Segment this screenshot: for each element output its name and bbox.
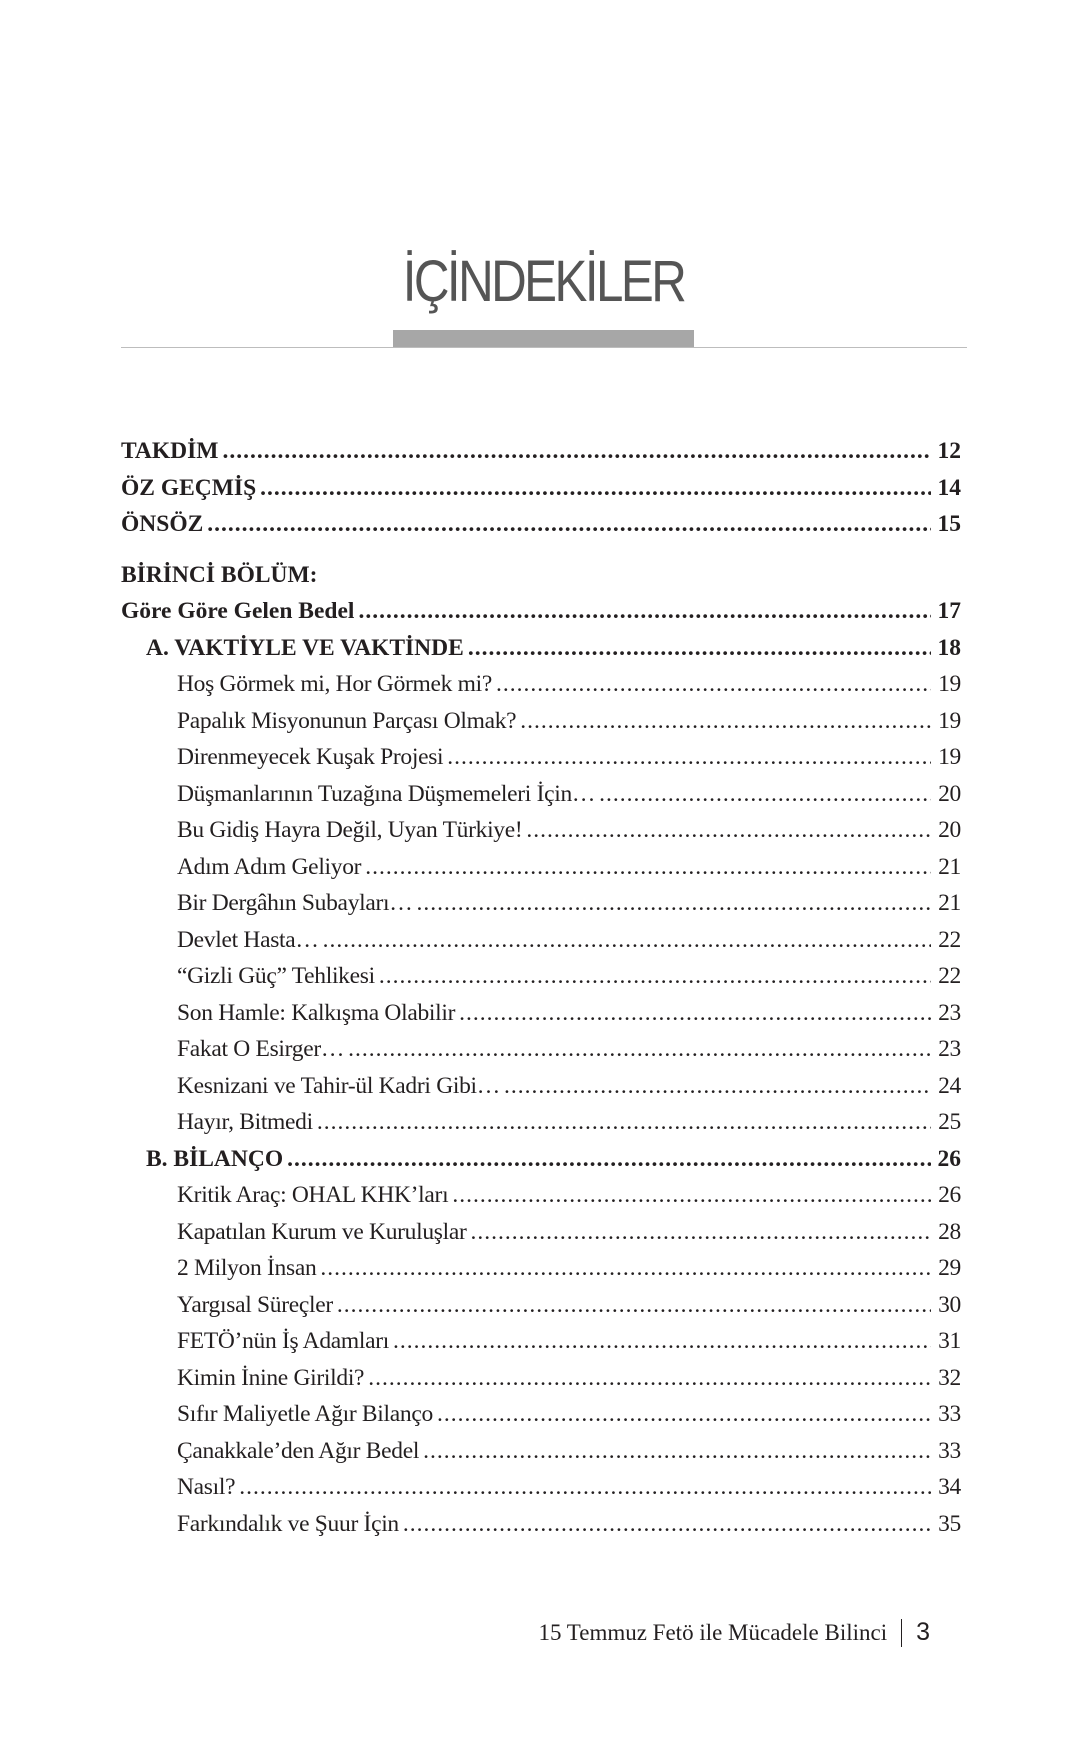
title-divider	[121, 347, 967, 348]
book-title: 15 Temmuz Fetö ile Mücadele Bilinci	[538, 1619, 888, 1645]
toc-entry[interactable]: Hoş Görmek mi, Hor Görmek mi? ..... 19	[121, 666, 961, 703]
table-of-contents	[121, 433, 961, 1542]
toc-entry[interactable]: Kapatılan Kurum ve Kuruluşlar ..... 28	[121, 1214, 961, 1251]
page-footer	[538, 1618, 930, 1647]
page-title: İÇİNDEKİLER	[402, 249, 685, 314]
toc-entry[interactable]: 2 Milyon İnsan ..... 29	[121, 1250, 961, 1287]
toc-entry[interactable]: Fakat O Esirger… ..... 23	[121, 1031, 961, 1068]
toc-entry[interactable]: Kritik Araç: OHAL KHK’ları ..... 26	[121, 1177, 961, 1214]
toc-entry-onsoz[interactable]: ÖNSÖZ ..... 15	[121, 506, 961, 543]
toc-entry-section-b[interactable]: B. BİLANÇO ..... 26	[121, 1141, 961, 1178]
footer-divider	[901, 1619, 902, 1647]
toc-entry[interactable]: Yargısal Süreçler ..... 30	[121, 1287, 961, 1324]
toc-entry[interactable]: Adım Adım Geliyor ..... 21	[121, 849, 961, 886]
toc-entry[interactable]: Bu Gidiş Hayra Değil, Uyan Türkiye! ..... 20	[121, 812, 961, 849]
toc-entry[interactable]: Son Hamle: Kalkışma Olabilir ..... 23	[121, 995, 961, 1032]
toc-entry[interactable]: Papalık Misyonunun Parçası Olmak? ..... 19	[121, 703, 961, 740]
toc-entry[interactable]: Kesnizani ve Tahir-ül Kadri Gibi… ..... 24	[121, 1068, 961, 1105]
toc-entry-oz-gecmis[interactable]: ÖZ GEÇMİŞ ..... 14	[121, 470, 961, 507]
toc-entry[interactable]: Direnmeyecek Kuşak Projesi ..... 19	[121, 739, 961, 776]
toc-entry[interactable]: Sıfır Maliyetle Ağır Bilanço ..... 33	[121, 1396, 961, 1433]
page-number: 3	[916, 1618, 930, 1646]
toc-entry[interactable]: FETÖ’nün İş Adamları ..... 31	[121, 1323, 961, 1360]
toc-entry[interactable]: Çanakkale’den Ağır Bedel ..... 33	[121, 1433, 961, 1470]
toc-entry-takdim[interactable]: TAKDİM ..... 12	[121, 433, 961, 470]
toc-entry[interactable]: Farkındalık ve Şuur İçin ..... 35	[121, 1506, 961, 1543]
toc-entry[interactable]: Düşmanlarının Tuzağına Düşmemeleri İçin… ..... 20	[121, 776, 961, 813]
toc-entry[interactable]: Bir Dergâhın Subayları… ..... 21	[121, 885, 961, 922]
toc-entry[interactable]: Kimin İnine Girildi? ..... 32	[121, 1360, 961, 1397]
toc-entry[interactable]: Nasıl? ..... 34	[121, 1469, 961, 1506]
toc-entry[interactable]: Devlet Hasta… ..... 22	[121, 922, 961, 959]
toc-entry[interactable]: “Gizli Güç” Tehlikesi ..... 22	[121, 958, 961, 995]
title-accent-bar	[393, 330, 694, 347]
part-heading: BİRİNCİ BÖLÜM:	[121, 561, 318, 588]
toc-entry[interactable]: Hayır, Bitmedi ..... 25	[121, 1104, 961, 1141]
toc-entry-part1[interactable]: Göre Göre Gelen Bedel ..... 17	[121, 593, 961, 630]
toc-entry-section-a[interactable]: A. VAKTİYLE VE VAKTİNDE ..... 18	[121, 630, 961, 667]
